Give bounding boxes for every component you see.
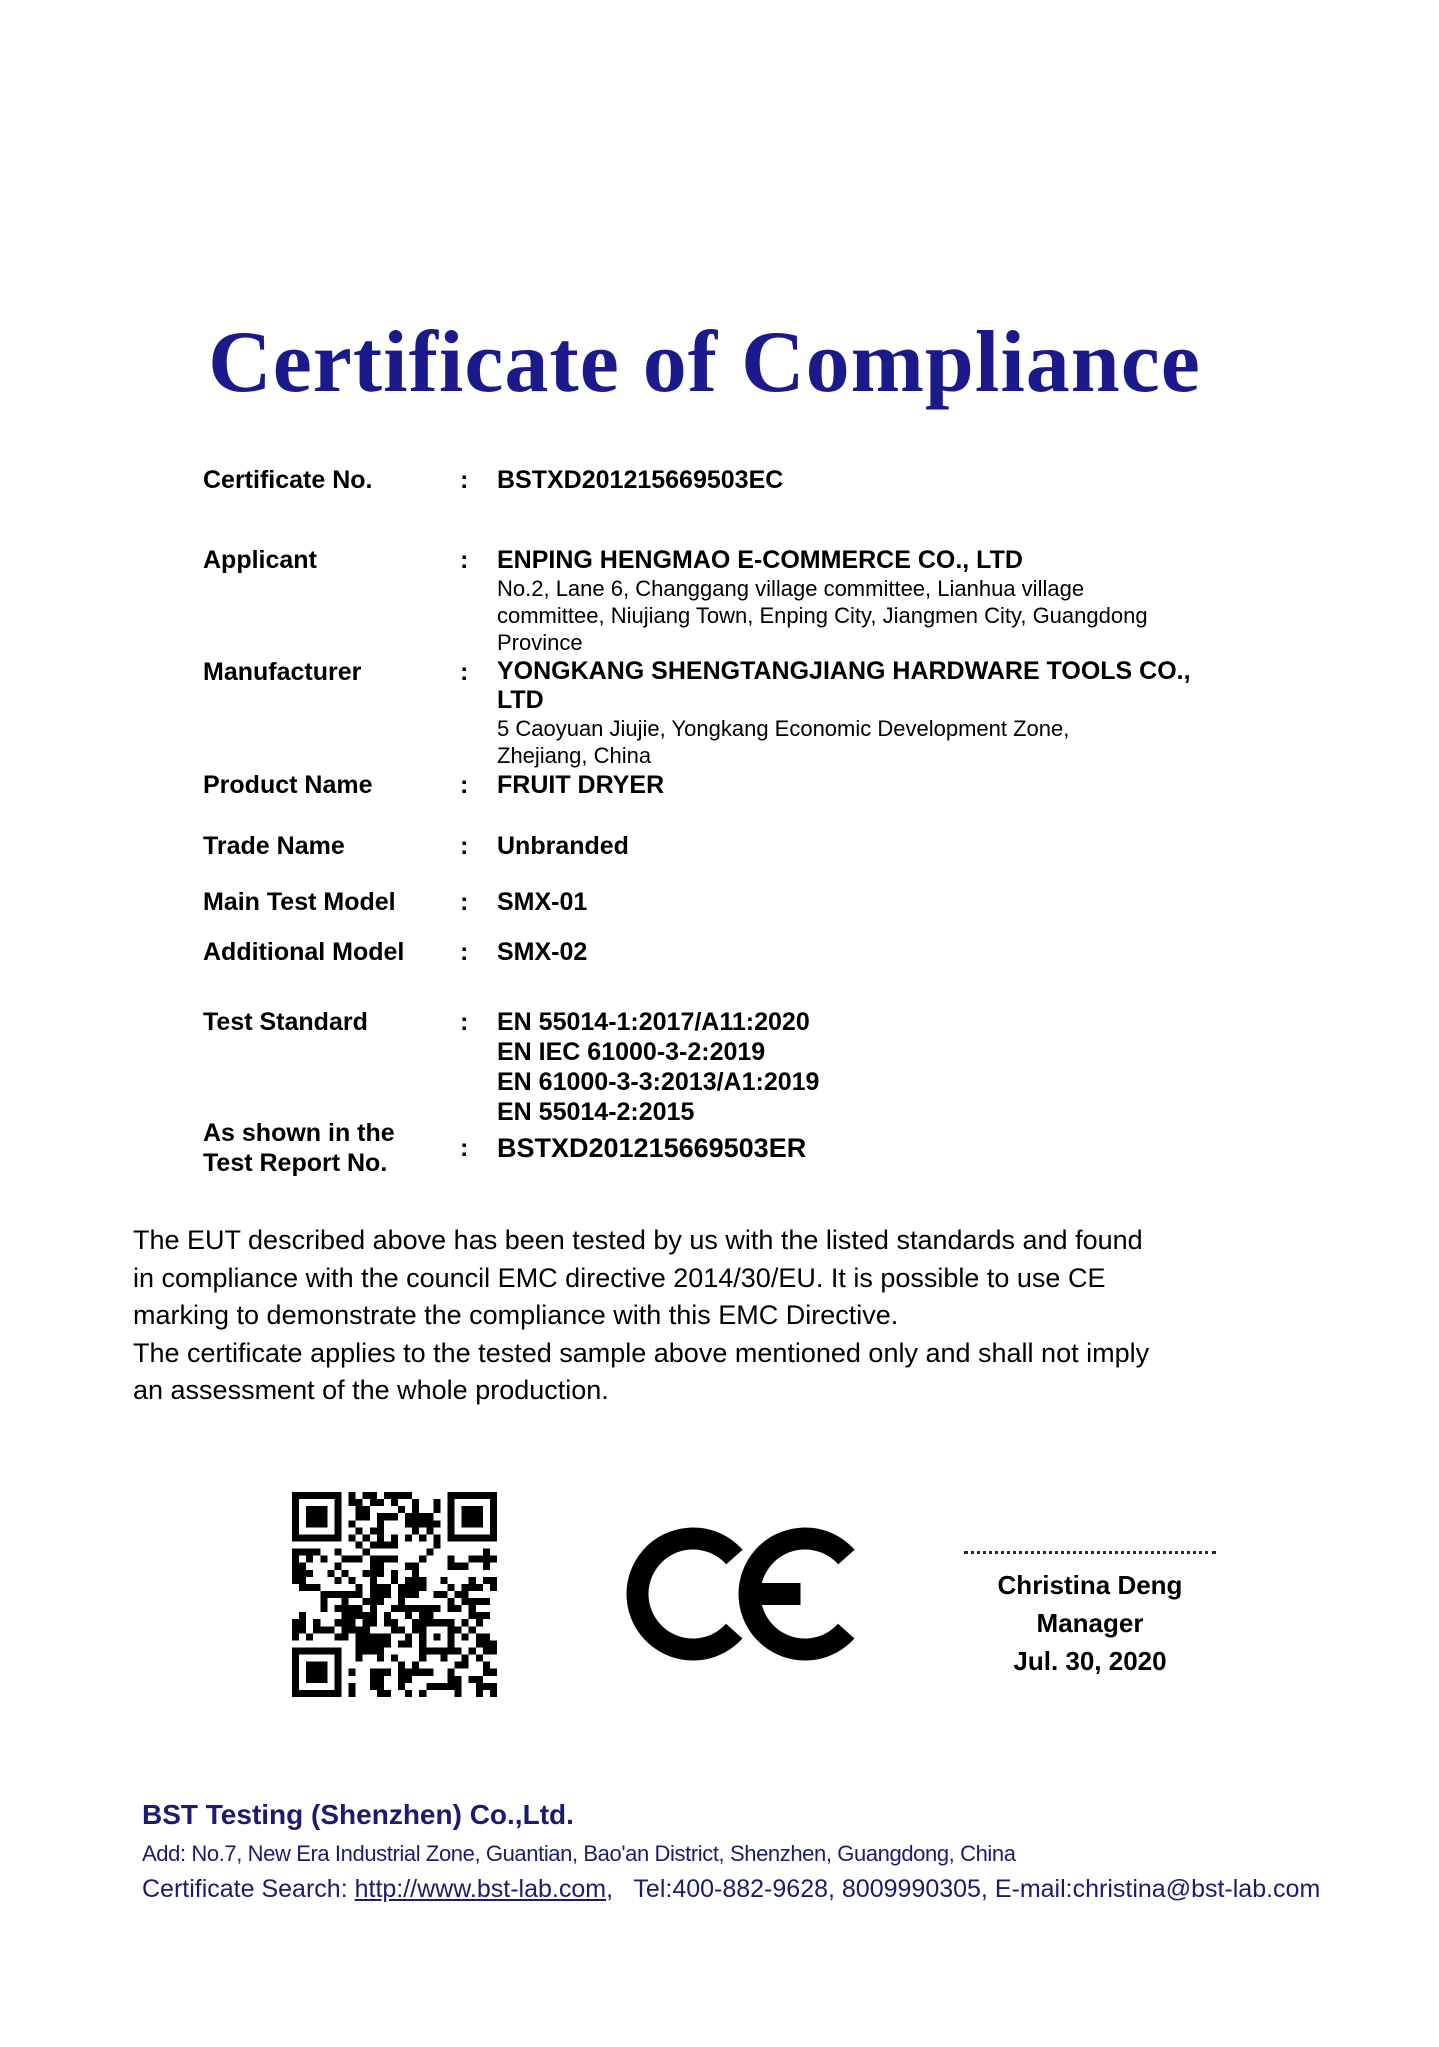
applicant-address-line: Province: [497, 630, 583, 655]
colon-separator: :: [460, 888, 469, 916]
field-label: Applicant: [203, 546, 317, 574]
lab-company-name: BST Testing (Shenzhen) Co.,Ltd.: [142, 1799, 574, 1830]
certificate-search-label: Certificate Search:: [142, 1875, 355, 1903]
field-label: Product Name: [203, 771, 373, 799]
field-value: SMX-02: [497, 938, 588, 966]
applicant-name: ENPING HENGMAO E-COMMERCE CO., LTD: [497, 546, 1023, 574]
field-value: [497, 1007, 819, 1127]
field-row-test-standard: [203, 1007, 819, 1127]
test-standard-line: EN 55014-1:2017/A11:2020: [497, 1008, 810, 1036]
signature-block: [960, 1551, 1220, 1680]
colon-separator: :: [460, 658, 469, 686]
colon-separator: :: [460, 771, 469, 799]
field-row-main-test-model: [203, 887, 587, 917]
qr-code: [292, 1492, 497, 1697]
field-row-trade-name: [203, 831, 629, 861]
page-title: Certificate of Compliance: [208, 314, 1201, 411]
lab-contact-line: [142, 1874, 1320, 1904]
signature-dotted-line: [964, 1551, 1216, 1554]
colon-separator: :: [460, 1134, 469, 1162]
field-label: Additional Model: [203, 938, 405, 966]
field-row-product-name: [203, 770, 664, 800]
field-label: Manufacturer: [203, 658, 362, 686]
field-label: Trade Name: [203, 832, 345, 860]
field-label-line: As shown in the: [203, 1119, 395, 1147]
colon-separator: :: [460, 466, 469, 494]
field-value: BSTXD201215669503EC: [497, 466, 784, 494]
field-value: [497, 545, 1148, 656]
manufacturer-address-line: Zhejiang, China: [497, 743, 652, 768]
statement-line: The EUT described above has been tested by us with the listed standards and found: [133, 1225, 1143, 1255]
test-standard-line: EN IEC 61000-3-2:2019: [497, 1038, 766, 1066]
field-row-certificate-no: [203, 465, 783, 495]
colon-separator: :: [460, 546, 469, 574]
ce-marking-icon: [615, 1515, 875, 1675]
statement-line: marking to demonstrate the compliance with this EMC Directive.: [133, 1300, 899, 1331]
field-row-manufacturer: [203, 657, 1191, 769]
field-row-applicant: [203, 545, 1148, 656]
statement-line: in compliance with the council EMC directive 2014/30/EU. It is possible to use CE: [133, 1262, 1106, 1293]
colon-separator: :: [460, 938, 469, 966]
statement-line: an assessment of the whole production.: [133, 1375, 609, 1406]
lab-address: Add: No.7, New Era Industrial Zone, Guantian, Bao'an District, Shenzhen, Guangdong, China: [142, 1841, 1016, 1866]
manufacturer-name-line: YONGKANG SHENGTANGJIANG HARDWARE TOOLS CO.,: [497, 657, 1191, 685]
manufacturer-address-line: 5 Caoyuan Jiujie, Yongkang Economic Development Zone,: [497, 716, 1070, 741]
field-label: Test Standard: [203, 1008, 368, 1036]
field-label: [203, 1118, 460, 1178]
applicant-address-line: No.2, Lane 6, Changgang village committee, Lianhua village: [497, 576, 1085, 601]
ce-marking-graphic: [615, 1515, 875, 1675]
field-value: FRUIT DRYER: [497, 771, 665, 799]
lab-contact-text: , Tel:400-882-9628, 8009990305, E-mail:christina@bst-lab.com: [606, 1875, 1321, 1903]
field-value: Unbranded: [497, 832, 629, 860]
field-label: Main Test Model: [203, 888, 396, 916]
certificate-search-link[interactable]: http://www.bst-lab.com: [354, 1875, 607, 1903]
signature-date: Jul. 30, 2020: [1013, 1646, 1167, 1676]
signer-role: Manager: [1036, 1608, 1144, 1638]
field-row-additional-model: [203, 937, 587, 967]
test-standard-line: EN 61000-3-3:2013/A1:2019: [497, 1068, 820, 1096]
compliance-statement: [133, 1222, 1149, 1410]
colon-separator: :: [460, 1008, 469, 1036]
field-value: BSTXD201215669503ER: [497, 1132, 807, 1163]
applicant-address-line: committee, Niujiang Town, Enping City, Jiangmen City, Guangdong: [497, 603, 1148, 628]
field-value: SMX-01: [497, 888, 588, 916]
field-label: Certificate No.: [203, 466, 373, 494]
field-row-test-report-no: [203, 1118, 806, 1178]
colon-separator: :: [460, 832, 469, 860]
qr-code-graphic: [292, 1492, 497, 1697]
test-standard-line: EN 55014-2:2015: [497, 1098, 695, 1126]
statement-line: The certificate applies to the tested sample above mentioned only and shall not imply: [133, 1337, 1150, 1368]
manufacturer-name-line: LTD: [497, 686, 544, 714]
field-label-line: Test Report No.: [203, 1149, 388, 1177]
field-value: [497, 657, 1191, 769]
signer-name: Christina Deng: [997, 1570, 1183, 1600]
